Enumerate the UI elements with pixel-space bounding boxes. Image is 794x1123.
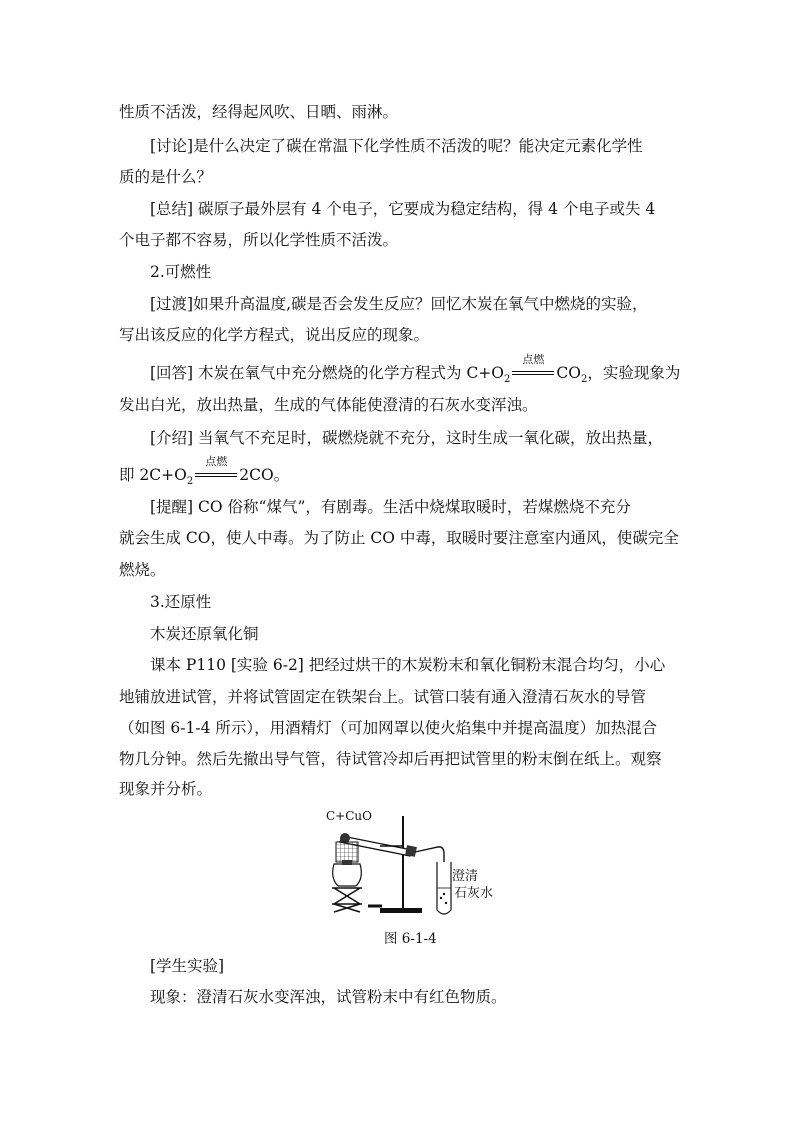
text-line: 地铺放进试管，并将试管固定在铁架台上。试管口装有通入澄清石灰水的导管 — [119, 688, 647, 706]
discussion-paragraph: [讨论]是什么决定了碳在常温下化学性质不活泼的呢？能决定元素化学性 — [150, 137, 643, 155]
text-span: ，实验现象为 — [587, 364, 681, 382]
reaction-condition-arrow — [510, 353, 556, 383]
text-line: 质的是什么？ — [119, 168, 213, 186]
label-reactants: C+CuO — [326, 809, 372, 823]
text-line: 就会生成 CO，使人中毒。为了防止 CO 中毒，取暖时要注意室内通风，使碳完全 — [119, 529, 679, 547]
summary-paragraph: [总结] 碳原子最外层有 4 个电子，它要成为稳定结构，得 4 个电子或失 4 — [150, 200, 656, 218]
reaction-condition-arrow — [193, 455, 239, 485]
text-line: 现象并分析。 — [119, 780, 213, 798]
subscript: 2 — [504, 374, 511, 385]
text-line: 燃烧。 — [119, 561, 166, 579]
figure-caption: 图 6-1-4 — [384, 931, 437, 947]
text-span: CO — [556, 364, 581, 382]
subscript: 2 — [186, 476, 194, 487]
stand-base — [380, 908, 422, 913]
experiment-paragraph: 课本 P110 [实验 6-2] 把经过烘干的木炭粉末和氧化铜粉末混合均匀，小心 — [150, 656, 666, 674]
reaction-condition: 点燃 — [522, 353, 545, 366]
text-span: 即 2C+O — [119, 466, 187, 484]
tube-stopper — [405, 845, 417, 857]
text-line: 写出该反应的化学方程式，说出反应的现象。 — [119, 326, 430, 344]
label-clear: 澄清 — [452, 869, 479, 884]
observation-paragraph: 现象：澄清石灰水变浑浊，试管粉末中有红色物质。 — [150, 988, 507, 1006]
reaction-condition: 点燃 — [205, 455, 228, 468]
text-line: 发出白光，放出热量，生成的气体能使澄清的石灰水变浑浊。 — [119, 396, 538, 414]
equation-line — [119, 455, 679, 488]
lab-jack — [332, 888, 362, 912]
subsection-heading: 木炭还原氧化铜 — [150, 625, 259, 643]
section-heading-reducibility: 3.还原性 — [150, 593, 212, 611]
text-line: 物几分钟。然后先撤出导气管，待试管冷却后再把试管里的粉末倒在纸上。观察 — [119, 750, 662, 768]
text-line: 个电子都不容易，所以化学性质不活泼。 — [119, 231, 399, 249]
alcohol-lamp — [333, 864, 362, 886]
intro-paragraph: [介绍] 当氧气不充足时，碳燃烧就不充分，这时生成一氧化碳，放出热量， — [150, 429, 664, 447]
text-span: [回答] 木炭在氧气中充分燃烧的化学方程式为 C+O — [150, 364, 505, 382]
text-line: 性质不活泼，经得起风吹、日晒、雨淋。 — [119, 103, 399, 121]
text-line: （如图 6-1-4 所示），用酒精灯（可加网罩以使火焰集中并提高温度）加热混合 — [119, 719, 658, 737]
student-experiment-heading: [学生实验] — [150, 957, 225, 975]
text-span: 2CO。 — [239, 466, 290, 484]
experiment-apparatus-figure — [320, 808, 502, 923]
transition-paragraph: [过渡]如果升高温度,碳是否会发生反应？回忆木炭在氧气中燃烧的实验， — [150, 295, 648, 313]
subscript: 2 — [580, 374, 588, 385]
answer-paragraph — [150, 353, 681, 386]
wire-gauze-cover — [336, 842, 358, 862]
label-limewater: 石灰水 — [454, 886, 494, 901]
section-heading-combustibility: 2.可燃性 — [150, 263, 212, 281]
reminder-paragraph: [提醒] CO 俗称“煤气”，有剧毒。生活中烧煤取暖时，若煤燃烧不充分 — [150, 498, 631, 516]
